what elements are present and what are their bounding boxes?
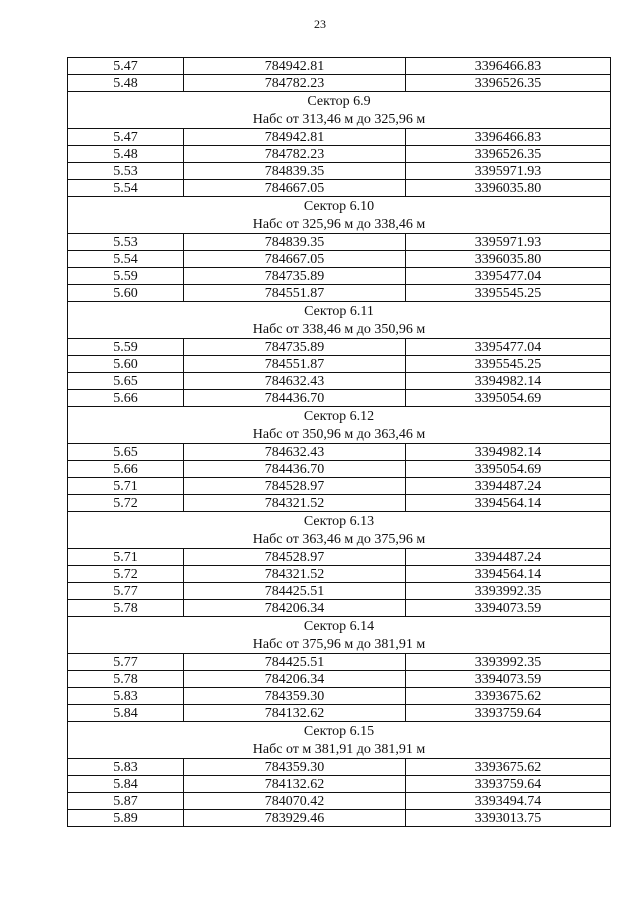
y-coordinate-cell: 3395545.25: [406, 356, 611, 373]
coordinates-table: [67, 57, 611, 827]
x-coordinate-cell: 784839.35: [184, 163, 406, 180]
point-id-cell: 5.89: [68, 810, 184, 827]
point-id-cell: 5.66: [68, 461, 184, 478]
sector-title: Сектор 6.15: [68, 722, 611, 741]
x-coordinate-cell: 784359.30: [184, 688, 406, 705]
x-coordinate-cell: 784425.51: [184, 654, 406, 671]
table-row: [68, 285, 611, 302]
table-row: [68, 339, 611, 356]
point-id-cell: 5.65: [68, 373, 184, 390]
y-coordinate-cell: 3393675.62: [406, 688, 611, 705]
x-coordinate-cell: 784070.42: [184, 793, 406, 810]
y-coordinate-cell: 3396035.80: [406, 180, 611, 197]
sector-range: Набс от м 381,91 до 381,91 м: [68, 740, 611, 759]
x-coordinate-cell: 783929.46: [184, 810, 406, 827]
y-coordinate-cell: 3394982.14: [406, 444, 611, 461]
y-coordinate-cell: 3394564.14: [406, 495, 611, 512]
y-coordinate-cell: 3395545.25: [406, 285, 611, 302]
y-coordinate-cell: 3396526.35: [406, 75, 611, 92]
x-coordinate-cell: 784632.43: [184, 373, 406, 390]
table-row: [68, 444, 611, 461]
y-coordinate-cell: 3396035.80: [406, 251, 611, 268]
point-id-cell: 5.72: [68, 566, 184, 583]
y-coordinate-cell: 3393759.64: [406, 776, 611, 793]
table-row: [68, 75, 611, 92]
x-coordinate-cell: 784942.81: [184, 58, 406, 75]
sector-title: Сектор 6.10: [68, 197, 611, 216]
x-coordinate-cell: 784942.81: [184, 129, 406, 146]
sector-range-row: [68, 740, 611, 759]
table-row: [68, 268, 611, 285]
point-id-cell: 5.84: [68, 776, 184, 793]
sector-range: Набс от 350,96 м до 363,46 м: [68, 425, 611, 444]
y-coordinate-cell: 3395971.93: [406, 234, 611, 251]
sector-title-row: [68, 512, 611, 531]
x-coordinate-cell: 784551.87: [184, 356, 406, 373]
sector-title-row: [68, 302, 611, 321]
x-coordinate-cell: 784632.43: [184, 444, 406, 461]
x-coordinate-cell: 784436.70: [184, 390, 406, 407]
x-coordinate-cell: 784321.52: [184, 566, 406, 583]
x-coordinate-cell: 784667.05: [184, 180, 406, 197]
y-coordinate-cell: 3394487.24: [406, 549, 611, 566]
y-coordinate-cell: 3395054.69: [406, 461, 611, 478]
table-row: [68, 146, 611, 163]
y-coordinate-cell: 3394564.14: [406, 566, 611, 583]
point-id-cell: 5.87: [68, 793, 184, 810]
coordinates-table-body: [68, 58, 611, 827]
y-coordinate-cell: 3395054.69: [406, 390, 611, 407]
x-coordinate-cell: 784206.34: [184, 600, 406, 617]
point-id-cell: 5.54: [68, 251, 184, 268]
table-row: [68, 776, 611, 793]
sector-title: Сектор 6.12: [68, 407, 611, 426]
point-id-cell: 5.59: [68, 268, 184, 285]
point-id-cell: 5.66: [68, 390, 184, 407]
point-id-cell: 5.54: [68, 180, 184, 197]
sector-range-row: [68, 635, 611, 654]
x-coordinate-cell: 784782.23: [184, 146, 406, 163]
table-row: [68, 549, 611, 566]
page-number: 23: [314, 17, 326, 31]
y-coordinate-cell: 3395971.93: [406, 163, 611, 180]
sector-range-row: [68, 425, 611, 444]
table-row: [68, 58, 611, 75]
point-id-cell: 5.77: [68, 583, 184, 600]
table-row: [68, 461, 611, 478]
y-coordinate-cell: 3395477.04: [406, 339, 611, 356]
x-coordinate-cell: 784132.62: [184, 705, 406, 722]
point-id-cell: 5.60: [68, 356, 184, 373]
table-row: [68, 163, 611, 180]
point-id-cell: 5.48: [68, 146, 184, 163]
point-id-cell: 5.71: [68, 549, 184, 566]
table-row: [68, 793, 611, 810]
y-coordinate-cell: 3393992.35: [406, 583, 611, 600]
sector-title: Сектор 6.14: [68, 617, 611, 636]
sector-title-row: [68, 722, 611, 741]
table-row: [68, 180, 611, 197]
table-row: [68, 129, 611, 146]
point-id-cell: 5.59: [68, 339, 184, 356]
y-coordinate-cell: 3393494.74: [406, 793, 611, 810]
y-coordinate-cell: 3394982.14: [406, 373, 611, 390]
sector-title: Сектор 6.11: [68, 302, 611, 321]
sector-range-row: [68, 530, 611, 549]
point-id-cell: 5.83: [68, 759, 184, 776]
y-coordinate-cell: 3393992.35: [406, 654, 611, 671]
point-id-cell: 5.47: [68, 129, 184, 146]
sector-range: Набс от 325,96 м до 338,46 м: [68, 215, 611, 234]
point-id-cell: 5.65: [68, 444, 184, 461]
point-id-cell: 5.53: [68, 234, 184, 251]
x-coordinate-cell: 784528.97: [184, 549, 406, 566]
table-row: [68, 583, 611, 600]
table-row: [68, 688, 611, 705]
y-coordinate-cell: 3394073.59: [406, 600, 611, 617]
x-coordinate-cell: 784782.23: [184, 75, 406, 92]
sector-range: Набс от 338,46 м до 350,96 м: [68, 320, 611, 339]
point-id-cell: 5.83: [68, 688, 184, 705]
sector-range: Набс от 375,96 м до 381,91 м: [68, 635, 611, 654]
point-id-cell: 5.77: [68, 654, 184, 671]
sector-title-row: [68, 407, 611, 426]
table-row: [68, 356, 611, 373]
x-coordinate-cell: 784735.89: [184, 339, 406, 356]
table-row: [68, 390, 611, 407]
y-coordinate-cell: 3394487.24: [406, 478, 611, 495]
x-coordinate-cell: 784359.30: [184, 759, 406, 776]
point-id-cell: 5.84: [68, 705, 184, 722]
x-coordinate-cell: 784425.51: [184, 583, 406, 600]
point-id-cell: 5.48: [68, 75, 184, 92]
sector-range: Набс от 313,46 м до 325,96 м: [68, 110, 611, 129]
y-coordinate-cell: 3393675.62: [406, 759, 611, 776]
table-row: [68, 373, 611, 390]
y-coordinate-cell: 3393759.64: [406, 705, 611, 722]
y-coordinate-cell: 3396466.83: [406, 58, 611, 75]
table-row: [68, 251, 611, 268]
x-coordinate-cell: 784839.35: [184, 234, 406, 251]
table-row: [68, 654, 611, 671]
table-row: [68, 810, 611, 827]
y-coordinate-cell: 3395477.04: [406, 268, 611, 285]
table-row: [68, 478, 611, 495]
sector-title-row: [68, 617, 611, 636]
table-row: [68, 600, 611, 617]
table-row: [68, 705, 611, 722]
sector-range-row: [68, 320, 611, 339]
table-row: [68, 495, 611, 512]
x-coordinate-cell: 784667.05: [184, 251, 406, 268]
x-coordinate-cell: 784551.87: [184, 285, 406, 302]
y-coordinate-cell: 3394073.59: [406, 671, 611, 688]
x-coordinate-cell: 784206.34: [184, 671, 406, 688]
sector-range: Набс от 363,46 м до 375,96 м: [68, 530, 611, 549]
sector-title: Сектор 6.9: [68, 92, 611, 111]
sector-title-row: [68, 92, 611, 111]
y-coordinate-cell: 3396526.35: [406, 146, 611, 163]
sector-range-row: [68, 110, 611, 129]
point-id-cell: 5.78: [68, 600, 184, 617]
table-row: [68, 671, 611, 688]
point-id-cell: 5.78: [68, 671, 184, 688]
x-coordinate-cell: 784528.97: [184, 478, 406, 495]
x-coordinate-cell: 784436.70: [184, 461, 406, 478]
sector-title: Сектор 6.13: [68, 512, 611, 531]
point-id-cell: 5.47: [68, 58, 184, 75]
point-id-cell: 5.71: [68, 478, 184, 495]
sector-title-row: [68, 197, 611, 216]
x-coordinate-cell: 784132.62: [184, 776, 406, 793]
point-id-cell: 5.53: [68, 163, 184, 180]
table-row: [68, 234, 611, 251]
x-coordinate-cell: 784321.52: [184, 495, 406, 512]
y-coordinate-cell: 3396466.83: [406, 129, 611, 146]
point-id-cell: 5.60: [68, 285, 184, 302]
table-row: [68, 759, 611, 776]
sector-range-row: [68, 215, 611, 234]
point-id-cell: 5.72: [68, 495, 184, 512]
y-coordinate-cell: 3393013.75: [406, 810, 611, 827]
x-coordinate-cell: 784735.89: [184, 268, 406, 285]
table-row: [68, 566, 611, 583]
